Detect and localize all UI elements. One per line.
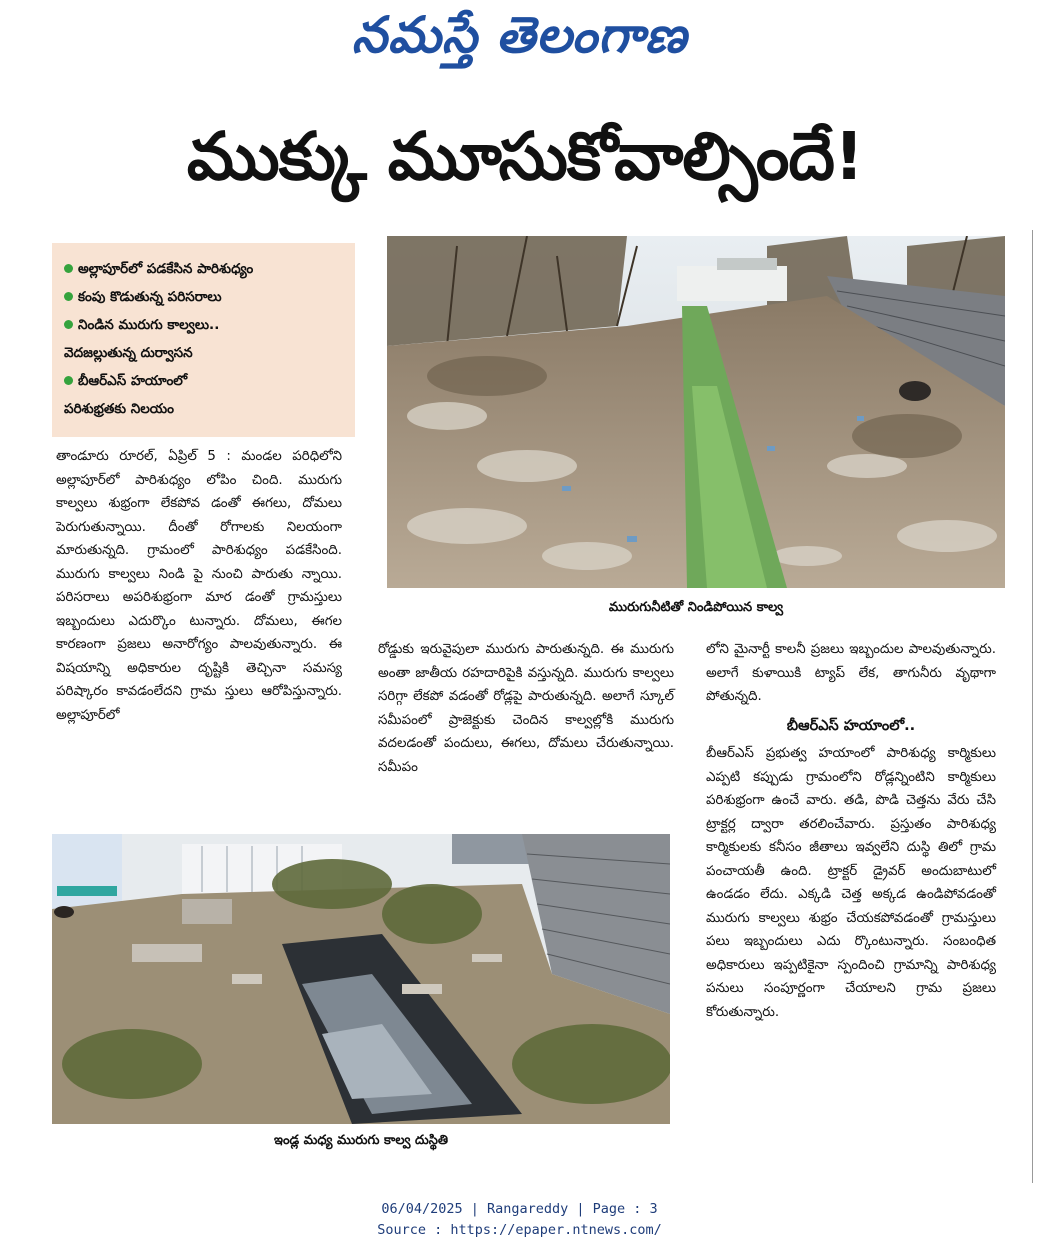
highlight-continuation: పరిశుభ్రతకు నిలయం bbox=[64, 401, 174, 417]
photo-drain-field bbox=[387, 236, 1005, 588]
highlight-item: కంపు కొడుతున్న పరిసరాలు bbox=[64, 283, 347, 311]
footer-date-page: 06/04/2025 | Rangareddy | Page : 3 bbox=[381, 1201, 658, 1217]
bullet-icon bbox=[64, 376, 73, 385]
bullet-icon bbox=[64, 264, 73, 273]
bullet-icon bbox=[64, 292, 73, 301]
highlight-item: బీఆర్‌ఎస్‌ హయాంలో bbox=[64, 367, 347, 395]
photo-drain-field-image bbox=[387, 236, 1005, 588]
highlights-box bbox=[52, 243, 355, 437]
subheading: బీఆర్‌ఎస్‌ హయాంలో.. bbox=[786, 717, 916, 734]
photo-drain-houses bbox=[52, 834, 670, 1124]
photo1-caption: మురుగునీటితో నిండిపోయిన కాల్వ bbox=[608, 600, 784, 615]
paragraph: లోని మైనార్టీ కాలనీ ప్రజలు ఇబ్బందుల పాలవుతున్నారు. అలాగే కుళాయికి ట్యాప్‌ లేక, తాగునీరు వృథాగా పోతున్నది. bbox=[706, 642, 996, 704]
highlight-continuation: వెదజల్లుతున్న దుర్వాసన bbox=[64, 345, 193, 361]
photo-drain-houses-image bbox=[52, 834, 670, 1124]
bullet-icon bbox=[64, 320, 73, 329]
highlight-item: నిండిన మురుగు కాల్వలు.. bbox=[64, 311, 347, 339]
headline: ముక్కు మూసుకోవాల్సిందే! bbox=[186, 118, 864, 195]
masthead-logo: నమస్తే తెలంగాణ bbox=[351, 6, 688, 64]
paragraph: రోడ్డుకు ఇరువైపులా మురుగు పారుతున్నది. ఈ మురుగు అంతా జాతీయ రహదారిపైకి వస్తున్నది. మురుగు కాల్వలు సరిగ్గా లేకపో వడంతో రోడ్లపై పారుతున్నది. అలాగే స్కూల్‌ సమీపంలో ప్రాజెక్టుకు చెందిన కాల్వల్లోకి మురుగు వదలడంతో పందులు, ఈగలు, దోమలు చేరుతున్నాయి. సమీపం bbox=[378, 642, 674, 775]
paragraph: తాండూరు రూరల్‌, ఏప్రిల్‌ 5 : మండల పరిధిలోని అల్లాపూర్‌లో పారిశుధ్యం లోపిం చింది. మురుగు కాల్వలు శుభ్రంగా లేకపోవ డంతో ఈగలు, దోమలు పెరుగుతున్నాయి. దీంతో రోగాలకు నిలయంగా మారుతున్నది. గ్రామంలో పారిశుధ్యం పడకేసింది. మురుగు కాల్వలు నిండి పై నుంచి పారుతు న్నాయి. పరిసరాలు అపరిశుభ్రంగా మార డంతో గ్రామస్తులు ఇబ్బందులు ఎదుర్కొం టున్నారు. దోమలు, ఈగల కారణంగా ప్రజలు అనారోగ్యం పాలవుతున్నారు. ఈ విషయాన్ని అధికారుల దృష్టికి తెచ్చినా సమస్య పరిష్కారం కావడంలేదని గ్రామ స్తులు ఆరోపిస్తున్నారు. అల్లాపూర్‌లో bbox=[56, 449, 342, 723]
article-column-3 bbox=[706, 638, 996, 1024]
photo2-caption: ఇండ్ల మధ్య మురుగు కాల్వ దుస్థితి bbox=[273, 1133, 448, 1148]
article-column-2 bbox=[378, 638, 674, 779]
highlight-item: అల్లాపూర్‌లో పడకేసిన పారిశుధ్యం bbox=[64, 255, 347, 283]
paragraph: బీఆర్‌ఎస్‌ ప్రభుత్వ హయాంలో పారిశుధ్య కార్మికులు ఎప్పటి కప్పుడు గ్రామంలోని రోడ్లన్నింటిని కార్మికులు పరిశుభ్రంగా ఉంచే వారు. తడి, పొడి చెత్తను వేరు చేసి ట్రాక్టర్ల ద్వారా తరలించేవారు. ప్రస్తుతం పారిశుధ్య కార్మికులకు కనీసం జీతాలు ఇవ్వలేని దుస్థి తిలో గ్రామ పంచాయతీ ఉంది. ట్రాక్టర్‌ డ్రైవర్‌ అందుబాటులో ఉండడం లేదు. ఎక్కడి చెత్త అక్కడ ఉండిపోవడంతో మురుగు కాల్వలు శుభ్రం చేయకపోవడంతో గ్రామస్తులు పలు ఇబ్బందులు ఎదు ర్కొంటున్నారు. సంబంధిత అధికారులు ఇప్పటికైనా స్పందించి గ్రామాన్ని పారిశుధ్య పనులు సంపూర్ణంగా చేయాలని గ్రామ ప్రజలు కోరుతున్నారు. bbox=[706, 746, 996, 1020]
article-column-1 bbox=[56, 445, 342, 727]
footer-source: Source : https://epaper.ntnews.com/ bbox=[377, 1222, 662, 1238]
